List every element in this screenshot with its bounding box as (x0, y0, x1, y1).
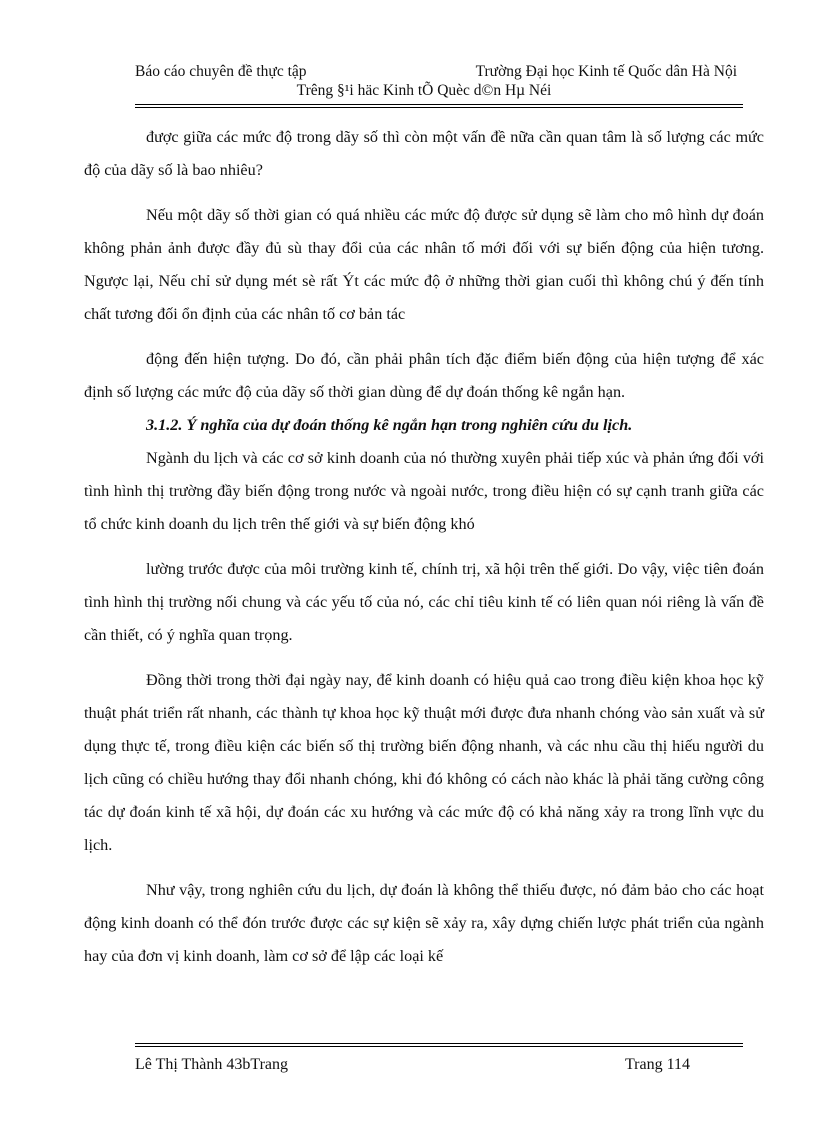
footer-author: Lê Thị Thành 43bTrang (135, 1056, 289, 1073)
section-heading: 3.1.2. Ý nghĩa của dự đoán thống kê ngắn hạn trong nghiên cứu du lịch. (146, 416, 633, 434)
document-body (84, 121, 764, 973)
paragraph-7: Như vậy, trong nghiên cứu du lịch, dự đoán là không thể thiếu được, nó đảm bảo cho các hoạt động kinh doanh có thể đón trước được các sự kiện sẽ xảy ra, xây dựng chiến lược phát triển của ngành hay của đơn vị kinh doanh, làm cơ sở để lập các loại kế (84, 881, 764, 965)
header-university-legacy-encoding: Trêng §¹i häc Kinh tÕ Quèc d©n Hµ Néi (296, 82, 552, 99)
footer-divider (135, 1043, 743, 1047)
paragraph-5: lường trước được của môi trường kinh tế, chính trị, xã hội trên thế giới. Do vậy, việc tiên đoán tình hình thị trường nối chung và các yếu tố của nó, các chỉ tiêu kinh tế có liên quan nói riêng là vấn đề cần thiết, có ý nghĩa quan trọng. (84, 560, 764, 644)
paragraph-6: Đồng thời trong thời đại ngày nay, để kinh doanh có hiệu quả cao trong điều kiện khoa học kỹ thuật phát triển rất nhanh, các thành tự khoa học kỹ thuật mới được đưa nhanh chóng vào sản xuất và sử dụng thực tế, trong điều kiện các biến số thị trường biến động nhanh, và các nhu cầu thị hiếu người du lịch cũng có chiều hướng thay đổi nhanh chóng, khi đó không có cách nào khác là phải tăng cường công tác dự đoán kinh tế xã hội, dự đoán các xu hướng và các mức độ có khả năng xảy ra trong lĩnh vực du lịch. (84, 671, 764, 854)
paragraph-3: động đến hiện tượng. Do đó, cần phải phân tích đặc điểm biến động của hiện tượng để xác định số lượng các mức độ của dãy số thời gian dùng để dự đoán thống kê ngắn hạn. (84, 350, 764, 401)
paragraph-2: Nếu một dãy số thời gian có quá nhiều các mức độ được sử dụng sẽ làm cho mô hình dự đoán không phản ảnh được đầy đủ sù thay đổi của các nhân tố mới đối với sự biến động của hiện tương. Ngược lại, Nếu chỉ sử dụng mét sè rất Ýt các mức độ ở những thời gian cuối thì không chú ý đến tính chất tương đối ổn định của các nhân tố cơ bản tác (84, 206, 764, 323)
header-report-title: Báo cáo chuyên đề thực tập (135, 63, 307, 80)
paragraph-4: Ngành du lịch và các cơ sở kinh doanh của nó thường xuyên phải tiếp xúc và phản ứng đối với tình hình thị trường đầy biến động trong nước và ngoài nước, trong điều hiện có sự cạnh tranh giữa các tổ chức kinh doanh du lịch trên thế giới và sự biến động khó (84, 449, 764, 533)
page-header (135, 62, 743, 100)
footer-page-number: Trang 114 (624, 1056, 690, 1073)
header-university: Trường Đại học Kinh tế Quốc dân Hà Nội (475, 63, 737, 80)
header-row (135, 62, 743, 81)
header-divider (135, 104, 743, 108)
page-footer (135, 1056, 690, 1074)
paragraph-1: được giữa các mức độ trong dãy số thì còn một vấn đề nữa cần quan tâm là số lượng các mức độ của dãy số là bao nhiêu? (84, 128, 764, 179)
